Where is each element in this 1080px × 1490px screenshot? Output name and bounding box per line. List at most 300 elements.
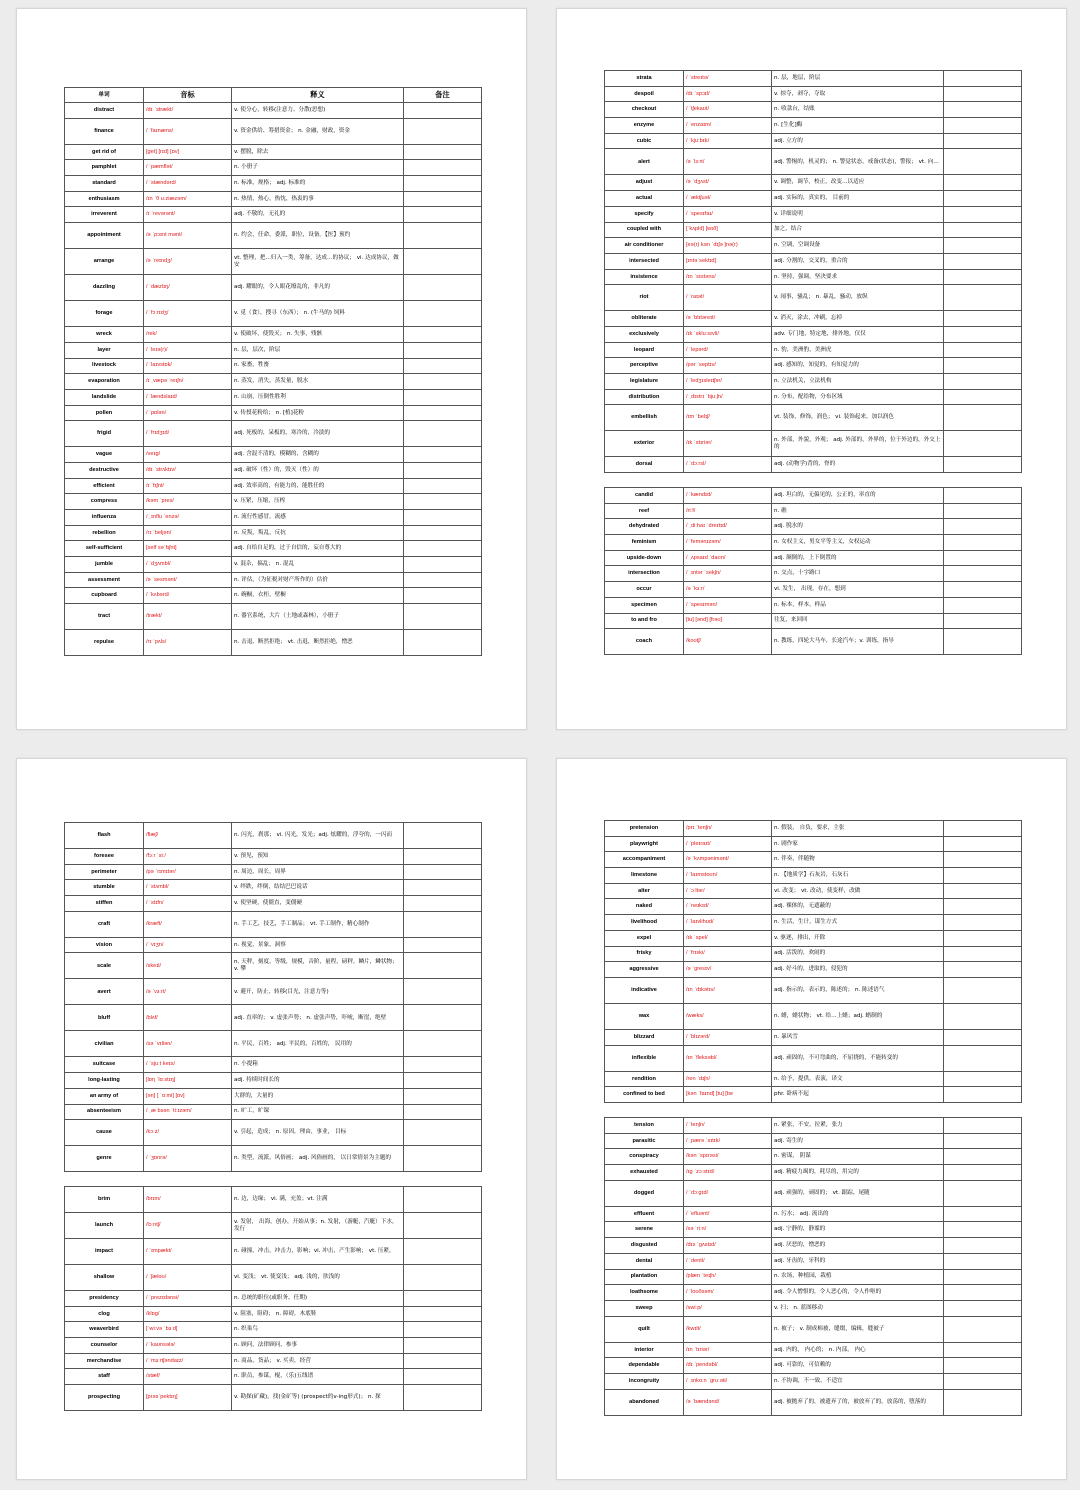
note-cell [944, 253, 1022, 269]
phonetic-cell: /ɪ ˈrevərənt/ [144, 207, 232, 223]
note-cell [404, 1073, 482, 1089]
note-cell [944, 1029, 1022, 1045]
phonetic-cell: /ɪn ˈfleksəbl/ [684, 1045, 772, 1071]
table-row [65, 103, 482, 119]
definition-cell: adj. 实际的，真实的， 目前的 [772, 191, 944, 207]
note-cell [944, 1358, 1022, 1374]
definition-cell: n. 总统的职位(或职务、任期) [232, 1291, 404, 1307]
word-cell: confined to bed [605, 1087, 684, 1103]
note-cell [404, 510, 482, 526]
phonetic-cell: / ˈɪmpækt/ [144, 1239, 232, 1265]
note-cell [944, 1389, 1022, 1415]
phonetic-cell: [tu] [ənd] [frəʊ] [684, 613, 772, 629]
table-row [65, 1088, 482, 1104]
word-cell: coach [605, 629, 684, 655]
definition-cell: n. 顾问，法律顾问，参事 [232, 1338, 404, 1354]
table-row [605, 1342, 1022, 1358]
definition-cell: adj. 可靠的，可信赖的 [772, 1358, 944, 1374]
note-cell [944, 946, 1022, 962]
note-cell [404, 405, 482, 421]
definition-cell: vt. 整理，把…归入一类，筹备，达成…的协议； vi. 达成协议，做安 [232, 249, 404, 275]
word-cell: pamphlet [65, 160, 144, 176]
phonetic-cell: /flæʃ/ [144, 823, 232, 849]
definition-cell: v. 摆脱，除去 [232, 144, 404, 160]
word-cell: compress [65, 494, 144, 510]
definition-cell: 大群的，大量的 [232, 1088, 404, 1104]
table-row [65, 510, 482, 526]
phonetic-cell: /stæf/ [144, 1369, 232, 1385]
phonetic-cell: /veɪɡ/ [144, 447, 232, 463]
definition-cell: v. 传授花粉给； n. [植]花粉 [232, 405, 404, 421]
note-cell [944, 1238, 1022, 1254]
note-cell [944, 1342, 1022, 1358]
note-cell [944, 285, 1022, 311]
definition-cell: n. 约会，任命，委派，职位，设备。【医】预约 [232, 223, 404, 249]
note-cell [404, 1239, 482, 1265]
word-cell: dehydrated [605, 519, 684, 535]
note-cell [944, 118, 1022, 134]
word-cell: absenteeism [65, 1104, 144, 1120]
table-row [605, 269, 1022, 285]
definition-cell: n. 给予，提供，表演，译文 [772, 1071, 944, 1087]
definition-cell: n. 小提箱 [232, 1057, 404, 1073]
definition-cell: adj. 顽固的，不可弯曲的，不屈挠的，不能转变的 [772, 1045, 944, 1071]
table-row [65, 896, 482, 912]
definition-cell: n. 蒸发，消失，蒸发量，脱水 [232, 374, 404, 390]
table-row [605, 930, 1022, 946]
word-cell: livelihood [605, 915, 684, 931]
table-row [605, 1149, 1022, 1165]
word-cell: dogged [605, 1180, 684, 1206]
note-cell [944, 133, 1022, 149]
table-row [605, 836, 1022, 852]
table-row [605, 629, 1022, 655]
word-cell: flash [65, 823, 144, 849]
phonetic-cell: [ˈkʌpld] [wɪð] [684, 222, 772, 238]
definition-cell: v. 发射， 出海，创办，开始从事；n. 发射，（游艇，汽艇）下水，发行 [232, 1213, 404, 1239]
definition-cell: n. 击退，断然拒绝； vt. 击退，断然拒绝，憎恶 [232, 630, 404, 656]
word-cell: effluent [605, 1206, 684, 1222]
definition-cell: adj. 含混不清的，模糊的，含糊的 [232, 447, 404, 463]
word-cell: prospecting [65, 1385, 144, 1411]
word-cell: shallow [65, 1265, 144, 1291]
phonetic-cell: [ən] [ ˈɑːmi] [ɒv] [144, 1088, 232, 1104]
note-cell [404, 275, 482, 301]
table-row [65, 911, 482, 937]
word-cell: landslide [65, 389, 144, 405]
phonetic-cell: /ɪm ˈbelɪʃ/ [684, 405, 772, 431]
word-cell: plantation [605, 1269, 684, 1285]
phonetic-cell: / ˈkʌbərd/ [144, 588, 232, 604]
note-cell [404, 301, 482, 327]
table-row [65, 1146, 482, 1172]
word-cell: rebellion [65, 525, 144, 541]
note-cell [944, 883, 1022, 899]
note-cell [944, 326, 1022, 342]
word-cell: inflexible [605, 1045, 684, 1071]
word-cell: vision [65, 937, 144, 953]
phonetic-cell: / ˈdɔːrsl/ [684, 457, 772, 473]
phonetic-cell: /kən ˈspɪrəsi/ [684, 1149, 772, 1165]
definition-cell: v. 引起，造成； n. 原因，理由，事业， 目标 [232, 1120, 404, 1146]
definition-cell: v. 混杂，搞乱； n. 混乱 [232, 557, 404, 573]
word-cell: riot [605, 285, 684, 311]
definition-cell: n. 碰撞，冲击，冲击力，影响；vi. 冲击，产生影响； vt. 压紧， [232, 1239, 404, 1265]
definition-cell: adj. 脱水的 [772, 519, 944, 535]
table-row [605, 821, 1022, 837]
table-row [65, 1369, 482, 1385]
note-cell [404, 864, 482, 880]
definition-cell: v. 避开，防止，转移(目光，注意力等) [232, 979, 404, 1005]
phonetic-cell: /pər ˈseptɪv/ [684, 358, 772, 374]
phonetic-cell: /kræft/ [144, 911, 232, 937]
definition-cell: n. 被子； v. 制成棉被，缝缀，编辑，缝被子 [772, 1316, 944, 1342]
definition-cell: n. 边，边缘； vi. 满，充盈；vt. 注满 [232, 1187, 404, 1213]
note-cell [944, 597, 1022, 613]
header-definition: 释义 [232, 88, 404, 103]
word-cell: naked [605, 899, 684, 915]
table-row [65, 1104, 482, 1120]
vocab-table [604, 1117, 1022, 1416]
word-cell: distract [65, 103, 144, 119]
phonetic-cell: /dɪ ˈstrʌktɪv/ [144, 462, 232, 478]
header-note: 备注 [404, 88, 482, 103]
word-cell: intersection [605, 566, 684, 582]
definition-cell: n. 评估，（为征税对财产所作的）估价 [232, 572, 404, 588]
phonetic-cell: /ɪɡ ˈzɔːstɪd/ [684, 1165, 772, 1181]
note-cell [404, 937, 482, 953]
definition-cell: n. 坚持，强调，坚决要求 [772, 269, 944, 285]
definition-cell: adj. 裸体的，无遮蔽的 [772, 899, 944, 915]
note-cell [944, 1071, 1022, 1087]
document-page-3 [16, 758, 527, 1480]
phonetic-cell: / ˌɪnkɑːn ˈɡruːəti/ [684, 1373, 772, 1389]
table-row [605, 1238, 1022, 1254]
table-row [65, 118, 482, 144]
table-row [65, 937, 482, 953]
word-cell: scale [65, 953, 144, 979]
table-row [605, 311, 1022, 327]
table-row [605, 374, 1022, 390]
phonetic-cell: / ˈsjuːt keɪs/ [144, 1057, 232, 1073]
phonetic-cell: / ˈpæmflət/ [144, 160, 232, 176]
table-row [65, 1031, 482, 1057]
definition-cell: adj. 立方的 [772, 133, 944, 149]
word-cell: evaporation [65, 374, 144, 390]
word-cell: loathsome [605, 1285, 684, 1301]
definition-cell: n. 密谋， 阴谋 [772, 1149, 944, 1165]
table-row [65, 358, 482, 374]
word-cell: upside-down [605, 550, 684, 566]
note-cell [404, 462, 482, 478]
note-cell [944, 868, 1022, 884]
definition-cell: n. 手工艺，技艺，手工制品； vt. 手工制作，精心制作 [232, 911, 404, 937]
note-cell [944, 1003, 1022, 1029]
phonetic-cell: [ɡet] [rɪd] [ɒv] [144, 144, 232, 160]
phonetic-cell: / ˌɪnflu ˈenzə/ [144, 510, 232, 526]
header-ipa: 音标 [144, 88, 232, 103]
note-cell [404, 572, 482, 588]
definition-cell: adj. 效率高的，有能力的，能胜任的 [232, 478, 404, 494]
definition-cell: n. 农场，种植园，栽植 [772, 1269, 944, 1285]
note-cell [944, 358, 1022, 374]
phonetic-cell: / ˌpærə ˈsɪtɪk/ [684, 1133, 772, 1149]
definition-cell: adj. 持续时间长的 [232, 1073, 404, 1089]
word-cell: candid [605, 488, 684, 504]
table-row [65, 160, 482, 176]
phonetic-cell: / ˈdæzlɪŋ/ [144, 275, 232, 301]
note-cell [404, 1088, 482, 1104]
word-cell: cubic [605, 133, 684, 149]
table-row [65, 541, 482, 557]
table-row [65, 275, 482, 301]
table-row [65, 1057, 482, 1073]
phonetic-cell: / ˌɪntər ˈsekʃn/ [684, 566, 772, 582]
phonetic-cell: /ə ˈsesmənt/ [144, 572, 232, 588]
note-cell [404, 588, 482, 604]
word-cell: tract [65, 604, 144, 630]
phonetic-cell: / ˈneɪkɪd/ [684, 899, 772, 915]
word-cell: influenza [65, 510, 144, 526]
definition-cell: adj. 精疲力竭的，耗尽的，用完的 [772, 1165, 944, 1181]
table-row [65, 342, 482, 358]
definition-cell: n. 假装， 自负，要求，主张 [772, 821, 944, 837]
note-cell [404, 223, 482, 249]
phonetic-cell: / ˈfaɪnæns/ [144, 118, 232, 144]
definition-cell: v. 驱逐，排出，开除 [772, 930, 944, 946]
word-cell: long-lasting [65, 1073, 144, 1089]
table-row [605, 1358, 1022, 1374]
note-cell [404, 1322, 482, 1338]
phonetic-cell: / ˈdentl/ [684, 1253, 772, 1269]
definition-cell: n. 污水； adj. 流出的 [772, 1206, 944, 1222]
table-row [605, 285, 1022, 311]
table-row [605, 1165, 1022, 1181]
phonetic-cell: / ˈenzaɪm/ [684, 118, 772, 134]
definition-cell: n. 分布，配给物，分布区域 [772, 389, 944, 405]
table-row [605, 1389, 1022, 1415]
word-cell: clog [65, 1306, 144, 1322]
word-cell: pollen [65, 405, 144, 421]
word-cell: suitcase [65, 1057, 144, 1073]
table-row [605, 358, 1022, 374]
table-row [605, 977, 1022, 1003]
note-cell [944, 629, 1022, 655]
word-cell: aggressive [605, 962, 684, 978]
phonetic-cell: /klɒɡ/ [144, 1306, 232, 1322]
definition-cell: n. 立法机关，立法机构 [772, 374, 944, 390]
table-row [65, 1265, 482, 1291]
table-row [605, 613, 1022, 629]
table-row [65, 864, 482, 880]
table-row [605, 1253, 1022, 1269]
word-cell: to and fro [605, 613, 684, 629]
note-cell [944, 1180, 1022, 1206]
word-cell: alert [605, 149, 684, 175]
word-cell: interior [605, 1342, 684, 1358]
table-row [65, 630, 482, 656]
table-row [605, 1300, 1022, 1316]
phonetic-cell: / ˈloʊðsəm/ [684, 1285, 772, 1301]
phonetic-cell: /ə ˈbændənd/ [684, 1389, 772, 1415]
definition-cell: vi. 发生， 出现，存在，想到 [772, 582, 944, 598]
phonetic-cell: / ˈfrɪdʒɪd/ [144, 421, 232, 447]
note-cell [944, 519, 1022, 535]
table-row [65, 588, 482, 604]
word-cell: staff [65, 1369, 144, 1385]
note-cell [944, 457, 1022, 473]
note-cell [404, 327, 482, 343]
word-cell: indicative [605, 977, 684, 1003]
table-row [605, 915, 1022, 931]
table-row [605, 86, 1022, 102]
phonetic-cell: /dɪ ˈpendəbl/ [684, 1358, 772, 1374]
phonetic-cell: /dɪ ˈstrækt/ [144, 103, 232, 119]
word-cell: wreck [65, 327, 144, 343]
table-row [605, 238, 1022, 254]
table-row [65, 849, 482, 865]
note-cell [404, 447, 482, 463]
word-cell: dorsal [605, 457, 684, 473]
phonetic-cell: /ɪ ˈfɪʃnt/ [144, 478, 232, 494]
word-cell: craft [65, 911, 144, 937]
table-row [605, 1206, 1022, 1222]
table-row [65, 604, 482, 630]
vocab-table [64, 1186, 482, 1411]
table-row [605, 962, 1022, 978]
table-row [605, 431, 1022, 457]
note-cell [944, 535, 1022, 551]
definition-cell: adj. 活泼的，欢闹的 [772, 946, 944, 962]
phonetic-cell: / ˌdɪstrɪ ˈbjuːʃn/ [684, 389, 772, 405]
phonetic-cell: / ˌdiːhaɪ ˈdreɪtɪd/ [684, 519, 772, 535]
definition-cell: adj. 内的， 内心的； n. 内部， 内心 [772, 1342, 944, 1358]
definition-cell: n. 反叛，叛乱，反抗 [232, 525, 404, 541]
table-row [65, 494, 482, 510]
note-cell [944, 1269, 1022, 1285]
word-cell: merchandise [65, 1353, 144, 1369]
word-cell: finance [65, 118, 144, 144]
phonetic-cell: / ˈdʒʌmbl/ [144, 557, 232, 573]
definition-cell: phr. 卧病不起 [772, 1087, 944, 1103]
note-cell [404, 1265, 482, 1291]
note-cell [944, 1118, 1022, 1134]
table-row [605, 222, 1022, 238]
definition-cell: adj. (动物学)背的，脊的 [772, 457, 944, 473]
phonetic-cell: / ˈæktʃuəl/ [684, 191, 772, 207]
table-row [65, 301, 482, 327]
table-row [605, 566, 1022, 582]
note-cell [944, 550, 1022, 566]
note-cell [404, 979, 482, 1005]
table-row [605, 326, 1022, 342]
word-cell: assessment [65, 572, 144, 588]
note-cell [404, 144, 482, 160]
phonetic-cell: / ˈledʒɪsleɪtʃər/ [684, 374, 772, 390]
phonetic-cell: / ˈʒɒnrə/ [144, 1146, 232, 1172]
word-cell: wax [605, 1003, 684, 1029]
phonetic-cell: /ɪn ˈdɪkətɪv/ [684, 977, 772, 1003]
note-cell [944, 899, 1022, 915]
word-cell: disgusted [605, 1238, 684, 1254]
table-row [605, 519, 1022, 535]
note-cell [404, 421, 482, 447]
definition-cell: adj. 感知的，知觉的，有知觉力的 [772, 358, 944, 374]
word-cell: presidency [65, 1291, 144, 1307]
phonetic-cell: /rek/ [144, 327, 232, 343]
word-cell: impact [65, 1239, 144, 1265]
definition-cell: n. 标准，规格； adj. 标准的 [232, 176, 404, 192]
vocab-table [64, 822, 482, 1172]
table-row [605, 1071, 1022, 1087]
table-row [605, 1133, 1022, 1149]
note-cell [944, 821, 1022, 837]
word-cell: tension [605, 1118, 684, 1134]
phonetic-cell: /kwɪlt/ [684, 1316, 772, 1342]
word-cell: incongruity [605, 1373, 684, 1389]
note-cell [404, 176, 482, 192]
table-row [65, 572, 482, 588]
note-cell [404, 103, 482, 119]
document-page-2 [556, 8, 1067, 730]
definition-cell: adj. 不敬的，无礼的 [232, 207, 404, 223]
word-cell: insistence [605, 269, 684, 285]
phonetic-cell: [eə(r) kən ˈdɪʃə ]nə(r) [684, 238, 772, 254]
word-cell: specimen [605, 597, 684, 613]
note-cell [944, 71, 1022, 87]
table-row [65, 405, 482, 421]
definition-cell: adj. 好斗的，进取的，侵犯的 [772, 962, 944, 978]
table-row [65, 1322, 482, 1338]
definition-cell: n. 紧张，不安，拉紧，张力 [772, 1118, 944, 1134]
table-row [65, 880, 482, 896]
note-cell [944, 206, 1022, 222]
definition-cell: n. 女权主义，男女平等主义，女权运动 [772, 535, 944, 551]
table-row [605, 149, 1022, 175]
table-row [605, 1180, 1022, 1206]
word-cell: sweep [605, 1300, 684, 1316]
word-cell: conspiracy [605, 1149, 684, 1165]
note-cell [404, 525, 482, 541]
definition-cell: adj. 宁静的，静谧的 [772, 1222, 944, 1238]
note-cell [404, 630, 482, 656]
definition-cell: n. 视觉，景象，洞察 [232, 937, 404, 953]
phonetic-cell: / ˈprezɪdənsi/ [144, 1291, 232, 1307]
word-cell: stumble [65, 880, 144, 896]
word-cell: alter [605, 883, 684, 899]
note-cell [404, 1213, 482, 1239]
table-row [65, 1120, 482, 1146]
table-row [65, 223, 482, 249]
note-cell [944, 1373, 1022, 1389]
definition-cell: n. 商品，货品； v. 买卖，经营 [232, 1353, 404, 1369]
table-row [605, 457, 1022, 473]
word-cell: brim [65, 1187, 144, 1213]
table-row [65, 421, 482, 447]
definition-cell: adj. 耀眼的，令人眼花缭乱的，非凡的 [232, 275, 404, 301]
definition-cell: n. 闪光，刹那； vi. 闪光，发光；adj. 炫耀的，浮夸的，一闪而 [232, 823, 404, 849]
word-cell: civilian [65, 1031, 144, 1057]
table-row [605, 1222, 1022, 1238]
definition-cell: adj. 寄生的 [772, 1133, 944, 1149]
phonetic-cell: / ˈpɒlən/ [144, 405, 232, 421]
word-cell: destructive [65, 462, 144, 478]
note-cell [944, 1316, 1022, 1342]
definition-cell: adj. 令人憎恨的，令人恶心的，令人作呕的 [772, 1285, 944, 1301]
definition-cell: adj. 颠倒的，上下倒置的 [772, 550, 944, 566]
table-row [605, 503, 1022, 519]
definition-cell: v. 扫； n. 蓝图移动 [772, 1300, 944, 1316]
